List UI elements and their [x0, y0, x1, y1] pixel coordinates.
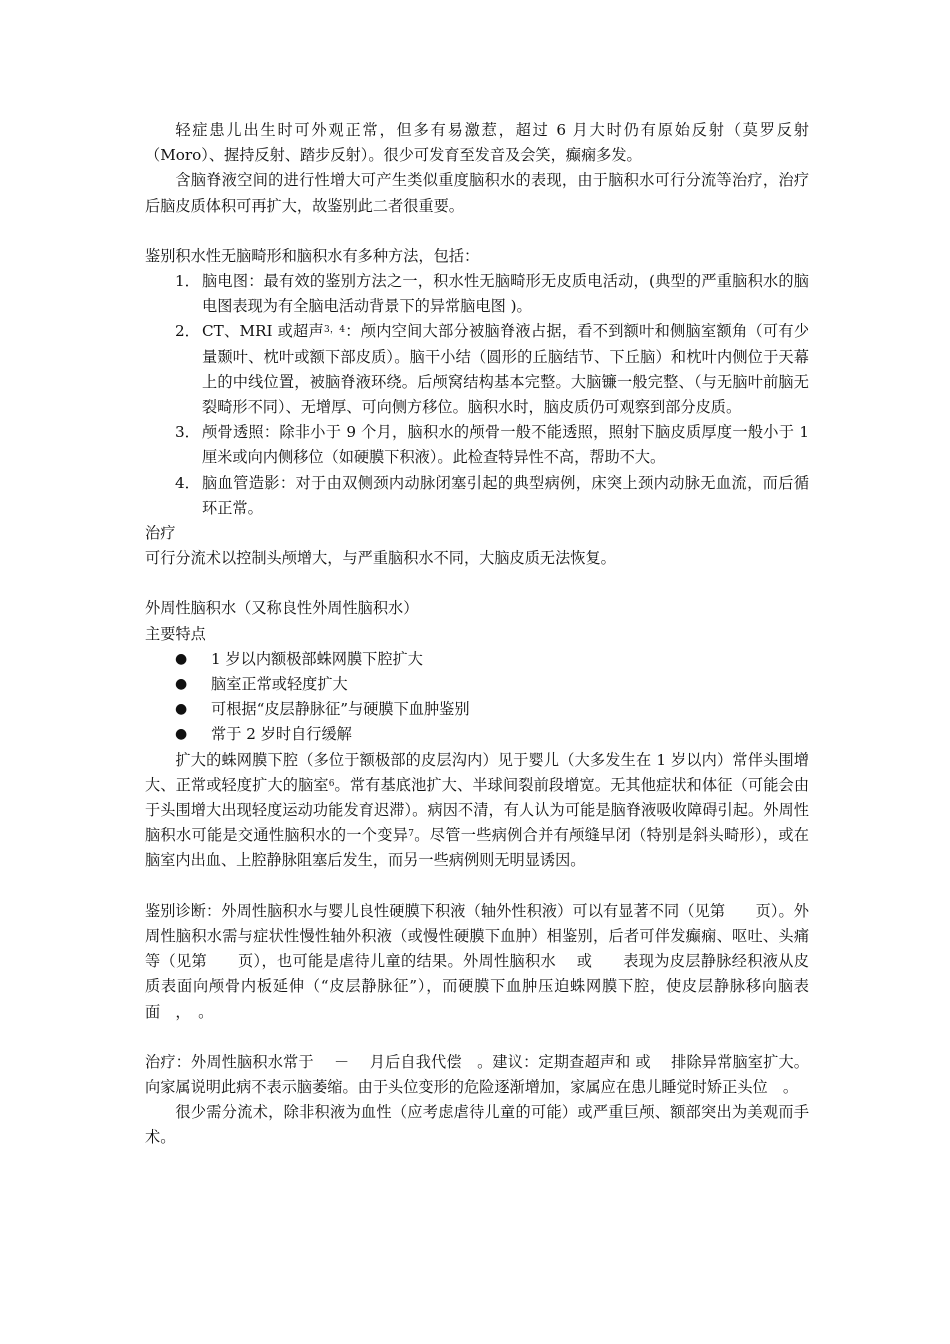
bullet-icon: ● — [175, 726, 188, 743]
heading-treatment: 治疗 — [145, 524, 176, 543]
paragraph-differential-diagnosis: 鉴别诊断：外周性脑积水与婴儿良性硬膜下积液（轴外性积液）可以有显著不同（见第 页）。外周性脑积水需与症状性慢性轴外积液（或慢性硬膜下血肿）相鉴别，后者可伴发癫痫、呕吐、头痛等（见第 页），也可能是虐待儿童的结果。外周性脑积水 或 表现为皮层静脉经积液从皮质表面向颅骨内板延伸（“皮层静脉征”），而硬膜下血肿压迫蛛网膜下腔，使皮层静脉移向脑表面 ， 。 — [145, 901, 809, 1021]
list-item — [145, 319, 809, 420]
paragraph-shunt: 很少需分流术，除非积液为血性（应考虑虐待儿童的可能）或严重巨颅、额部突出为美观而手术。 — [145, 1103, 809, 1147]
spacer — [145, 571, 809, 596]
paragraph-csf-space: 含脑脊液空间的进行性增大可产生类似重度脑积水的表现，由于脑积水可行分流等治疗，治疗后脑皮质体积可再扩大，故鉴别此二者很重要。 — [145, 171, 809, 215]
list-text-pre: CT、MRI 或超声 — [202, 322, 324, 341]
list-text: 可根据“皮层静脉征”与硬膜下血肿鉴别 — [211, 700, 470, 719]
text-segment: 。尽管一些病例合并有颅缝早闭（特别是斜头畸形），或在脑室内出血、上腔静脉阻塞后发生，而另一些病例则无明显诱因。 — [145, 826, 809, 870]
list-text: 1 岁以内额极部蛛网膜下腔扩大 — [211, 649, 423, 668]
list-text: 脑室正常或轻度扩大 — [211, 675, 348, 694]
list-item — [145, 420, 809, 470]
list-item — [145, 269, 809, 319]
spacer — [145, 874, 809, 899]
paragraph-treatment-external: 治疗：外周性脑积水常于 － 月后自我代偿 。建议：定期查超声和 或 排除异常脑室扩大。向家属说明此病不表示脑萎缩。由于头位变形的危险逐渐增加，家属应在患儿睡觉时矫正头位 。 — [145, 1052, 809, 1096]
citation: 6 — [328, 778, 335, 789]
paragraph-treatment: 可行分流术以控制头颅增大，与严重脑积水不同，大脑皮质无法恢复。 — [145, 549, 616, 568]
list-number: 3． — [175, 423, 200, 442]
text-segment: 。常有基底池扩大、半球间裂前段增宽。无其他症状和体征（可能会由于头围增大出现轻度运动功能发育迟滞）。病因不清，有人认为可能是脑脊液吸收障碍引起。外周性脑积水可能是交通性脑积水的一个变异 — [145, 775, 810, 845]
list-text: 颅骨透照：除非小于 9 个月，脑积水的颅骨一般不能透照，照射下脑皮质厚度一般小于 1 厘米或向内侧移位（如硬膜下积液）。此检查特异性不高，帮助不大。 — [202, 423, 809, 467]
list-item — [145, 672, 809, 697]
list-number: 4． — [175, 473, 200, 492]
list-text: 脑电图：最有效的鉴别方法之一，积水性无脑畸形无皮质电活动，(典型的严重脑积水的脑电图表现为有全脑电活动背景下的异常脑电图 )。 — [202, 272, 809, 316]
list-item — [145, 697, 809, 722]
heading-external-hydrocephalus: 外周性脑积水（又称良性外周性脑积水） — [145, 599, 419, 618]
list-text: 脑血管造影：对于由双侧颈内动脉闭塞引起的典型病例，床突上颈内动脉无血流，而后循环正常。 — [202, 473, 809, 517]
spacer — [145, 1025, 809, 1050]
bullet-icon: ● — [175, 701, 188, 718]
list-item — [145, 647, 809, 672]
paragraph-mild-symptoms: 轻症患儿出生时可外观正常，但多有易激惹，超过 6 月大时仍有原始反射（莫罗反射（Moro）、握持反射、踏步反射）。很少可发育至发音及会笑，癫痫多发。 — [145, 121, 809, 165]
citation: 3，4 — [324, 325, 346, 336]
document-body — [145, 118, 809, 1151]
citation: 7 — [408, 829, 414, 840]
text-segment: 扩大的蛛网膜下腔（多位于额极部的皮层沟内）见于婴儿（大多发生在 1 岁以内）常伴头围增大、正常或轻度扩大的脑室 — [145, 750, 809, 794]
list-item — [145, 471, 809, 521]
paragraph-diff-methods: 鉴别积水性无脑畸形和脑积水有多种方法，包括： — [145, 246, 480, 265]
list-text-post: ：颅内空间大部分被脑脊液占据，看不到额叶和侧脑室额角（可有少量颞叶、枕叶或额下部皮质）。脑干小结（圆形的丘脑结节、下丘脑）和枕叶内侧位于天幕上的中线位置，被脑脊液环绕。后颅窝结构基本完整。大脑镰一般完整、（与无脑叶前脑无裂畸形不同）、无增厚、可向侧方移位。脑积水时，脑皮质仍可观察到部分皮质。 — [202, 322, 810, 417]
list-number: 2． — [175, 322, 200, 341]
spacer — [145, 219, 809, 244]
list-number: 1． — [175, 272, 200, 291]
bullet-list — [145, 647, 809, 748]
numbered-list — [145, 269, 809, 521]
list-text: 常于 2 岁时自行缓解 — [211, 725, 352, 744]
bullet-icon: ● — [175, 650, 188, 667]
paragraph-enlarged-subarachnoid — [145, 748, 809, 874]
list-item — [145, 722, 809, 747]
heading-main-features: 主要特点 — [145, 624, 206, 643]
list-text — [202, 319, 809, 420]
bullet-icon: ● — [175, 676, 188, 693]
